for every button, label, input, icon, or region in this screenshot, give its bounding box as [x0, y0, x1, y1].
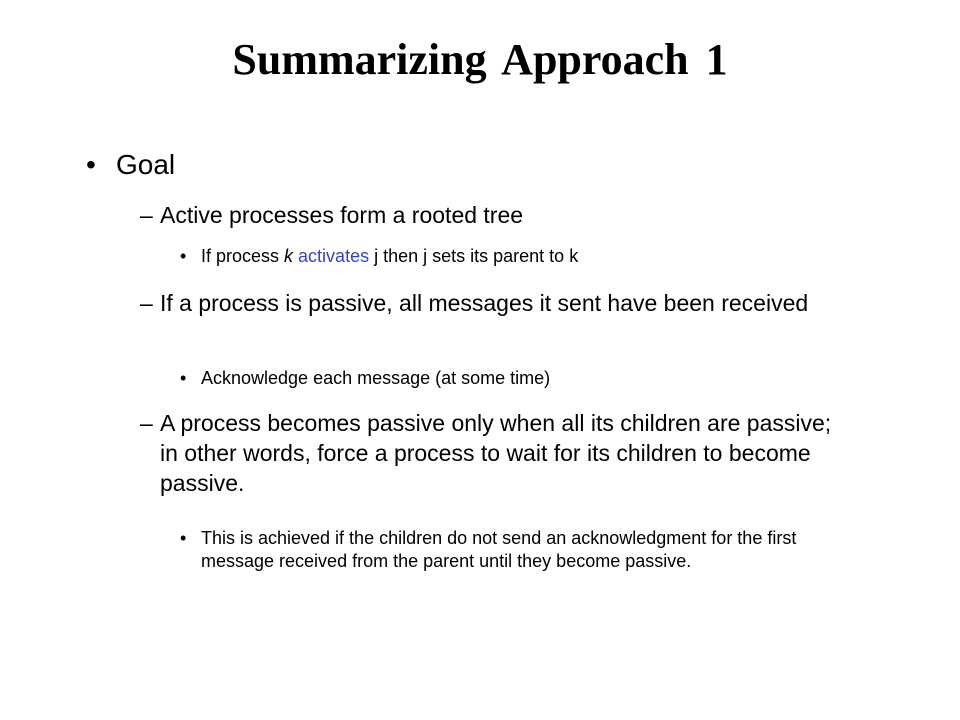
- bullet-marker: •: [180, 246, 187, 266]
- detail-parent-rule: [180, 245, 861, 268]
- goal-item: [86, 148, 175, 182]
- bullet-marker: •: [86, 149, 96, 180]
- subitem-rooted-tree: [140, 200, 840, 230]
- subitem-text: Active processes form a rooted tree: [160, 202, 524, 228]
- subitem-text: A process becomes passive only when all its children are passive; in other words, force a process to wait for its children to become passive.: [160, 410, 832, 496]
- detail-text: This is achieved if the children do not send an acknowledgment for the first message received from the parent until they become passive.: [201, 528, 797, 571]
- dash-marker: –: [140, 410, 153, 436]
- highlight-word: activates: [298, 246, 370, 266]
- subitem-become-passive: [140, 408, 840, 498]
- bullet-marker: •: [180, 528, 187, 548]
- dash-marker: –: [140, 290, 153, 316]
- detail-text: Acknowledge each message (at some time): [201, 368, 551, 388]
- dash-marker: –: [140, 202, 153, 228]
- slide-title: Summarizing Approach 1: [232, 35, 728, 84]
- bullet-marker: •: [180, 368, 187, 388]
- detail-acknowledgment-delay: [180, 527, 861, 573]
- detail-text: [201, 245, 861, 268]
- text-fragment: j then j sets its parent to k: [369, 246, 579, 266]
- detail-acknowledge: [180, 367, 861, 390]
- text-fragment: If process: [201, 246, 285, 266]
- subitem-text: If a process is passive, all messages it sent have been received: [160, 290, 809, 316]
- variable-k: k: [284, 246, 294, 266]
- goal-label: Goal: [116, 149, 176, 180]
- subitem-passive-received: [140, 288, 840, 318]
